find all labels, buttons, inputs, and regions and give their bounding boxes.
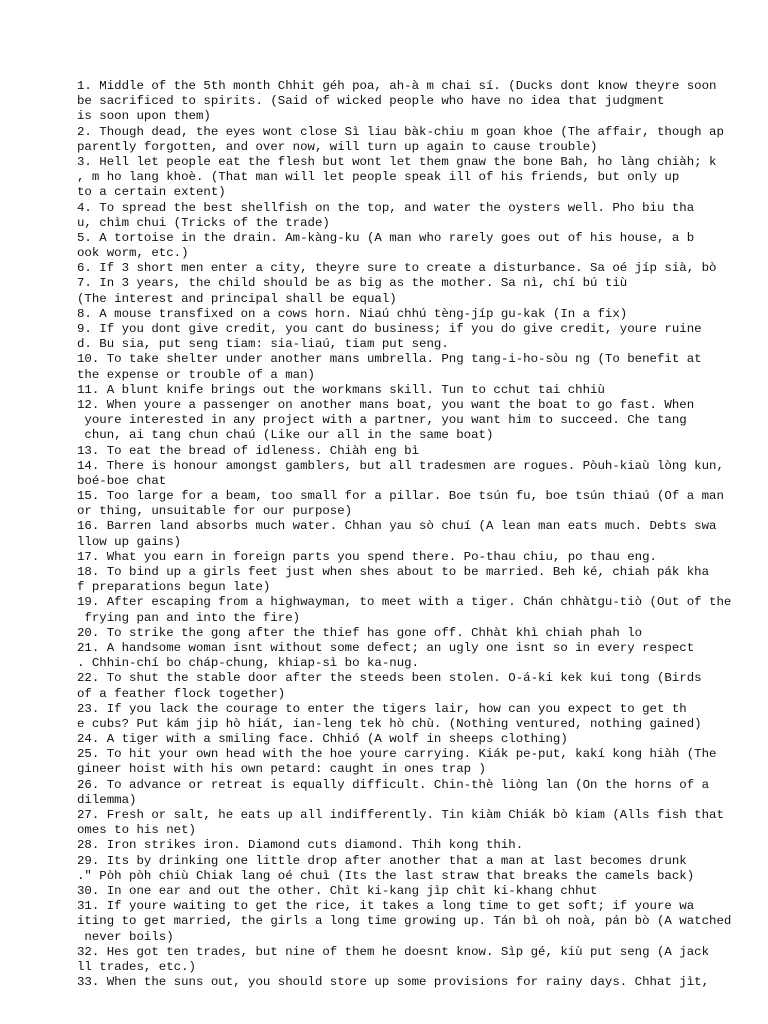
text-line: 3. Hell let people eat the flesh but wont let them gnaw the bone Bah, ho làng chiàh; k: [77, 154, 717, 169]
text-line: 7. In 3 years, the child should be as big as the mother. Sa nì, chí bú tiù: [77, 276, 628, 291]
text-line: 13. To eat the bread of idleness. Chiàh eng bì: [77, 443, 420, 458]
text-line: 11. A blunt knife brings out the workmans skill. Tun to cchut tai chhiù: [77, 382, 605, 397]
text-line: parently forgotten, and over now, will turn up again to cause trouble): [77, 139, 598, 154]
text-line: 20. To strike the gong after the thief has gone off. Chhàt khì chiah phah lo: [77, 625, 643, 640]
proverb-document: [77, 79, 767, 990]
text-line: 26. To advance or retreat is equally difficult. Chin-thè liòng lan (On the horns of a: [77, 777, 710, 792]
text-line: 22. To shut the stable door after the steeds been stolen. O-á-ki kek kui tong (Birds: [77, 671, 702, 686]
text-line: 14. There is honour amongst gamblers, but all tradesmen are rogues. Pòuh-kiaù lòng kun,: [77, 458, 724, 473]
text-line: 4. To spread the best shellfish on the top, and water the oysters well. Pho biu tha: [77, 200, 695, 215]
text-line: 12. When youre a passenger on another mans boat, you want the boat to go fast. When: [77, 397, 695, 412]
text-line: boé-boe chat: [77, 473, 167, 488]
text-line: , m ho lang khoè. (That man will let people speak ill of his friends, but only up: [77, 170, 680, 185]
text-line: or thing, unsuitable for our purpose): [77, 504, 353, 519]
text-line: 25. To hit your own head with the hoe youre carrying. Kiák pe-put, kakí kong hiàh (The: [77, 747, 717, 762]
text-line: 27. Fresh or salt, he eats up all indifferently. Tin kiàm Chiák bò kiam (Alls fish that: [77, 808, 724, 822]
text-line: 29. Its by drinking one little drop after another that a man at last becomes drunk: [77, 853, 687, 868]
text-line: omes to his net): [77, 823, 196, 838]
text-line: of a feather flock together): [77, 686, 286, 701]
text-line: 1. Middle of the 5th month Chhit géh poa, ah-à m chai sí. (Ducks dont know theyre soon: [77, 79, 717, 93]
text-line: (The interest and principal shall be equal): [77, 291, 397, 306]
text-line: 2. Though dead, the eyes wont close Sì liau bàk-chiu m goan khoe (The affair, though ap: [77, 124, 724, 139]
text-line: dilemma): [77, 792, 137, 807]
text-line: 32. Hes got ten trades, but nine of them he doesnt know. Sìp gé, kiù put seng (A jack: [77, 944, 710, 959]
text-line: youre interested in any project with a partner, you want him to succeed. Che tang: [77, 413, 687, 428]
text-line: be sacrificed to spirits. (Said of wicked people who have no idea that judgment: [77, 94, 665, 109]
text-line: 15. Too large for a beam, too small for a pillar. Boe tsún fu, boe tsún thiaú (Of a man: [77, 489, 724, 504]
text-line: 23. If you lack the courage to enter the tigers lair, how can you expect to get th: [77, 701, 687, 716]
text-line: never boils): [77, 929, 174, 944]
text-line: 17. What you earn in foreign parts you spend there. Po-thau chiu, po thau eng.: [77, 549, 657, 564]
text-line: 24. A tiger with a smiling face. Chhió (A wolf in sheeps clothing): [77, 732, 568, 747]
text-line: f preparations begun late): [77, 580, 271, 595]
text-line: 10. To take shelter under another mans umbrella. Png tang-i-ho-sòu ng (To benefit at: [77, 352, 702, 367]
text-line: frying pan and into the fire): [77, 610, 301, 625]
text-line: to a certain extent): [77, 185, 226, 200]
text-line: 31. If youre waiting to get the rice, it takes a long time to get soft; if youre wa: [77, 899, 695, 914]
text-line: is soon upon them): [77, 109, 211, 124]
text-line: 8. A mouse transfixed on a cows horn. Niaú chhú tèng-jíp gu-kak (In a fix): [77, 306, 628, 321]
text-line: llow up gains): [77, 534, 182, 549]
text-line: e cubs? Put kám jip hò hiát, ian-leng tek hò chù. (Nothing ventured, nothing gained): [77, 716, 702, 731]
text-line: 30. In one ear and out the other. Chìt ki-kang jìp chìt ki-khang chhut: [77, 883, 598, 898]
text-line: 16. Barren land absorbs much water. Chhan yau sò chuí (A lean man eats much. Debts swa: [77, 519, 717, 534]
text-line: gineer hoist with his own petard: caught in ones trap ): [77, 762, 486, 777]
text-line: 18. To bind up a girls feet just when shes about to be married. Beh ké, chiah pák kha: [77, 565, 710, 579]
text-line: 33. When the suns out, you should store up some provisions for rainy days. Chhat jìt,: [77, 975, 710, 990]
text-line: the expense or trouble of a man): [77, 367, 315, 382]
text-line: 5. A tortoise in the drain. Am-kàng-ku (A man who rarely goes out of his house, a b: [77, 230, 695, 245]
text-line: chun, ai tang chun chaú (Like our all in the same boat): [77, 428, 494, 443]
text-line: u, chìm chui (Tricks of the trade): [77, 215, 330, 230]
text-line: . Chhin-chí bo cháp-chung, khiap-sì bo ka-nug.: [77, 656, 420, 671]
text-line: 21. A handsome woman isnt without some defect; an ugly one isnt so in every respect: [77, 640, 695, 655]
text-line: 19. After escaping from a highwayman, to meet with a tiger. Chán chhàtgu-tiò (Out of the: [77, 595, 732, 610]
text-line: d. Bu sia, put seng tiam: sia-liaú, tiam put seng.: [77, 337, 449, 352]
text-line: ook worm, etc.): [77, 246, 189, 261]
text-line: 28. Iron strikes iron. Diamond cuts diamond. Thih kong thih.: [77, 838, 524, 853]
text-line: 6. If 3 short men enter a city, theyre sure to create a disturbance. Sa oé jíp sià, bò: [77, 261, 717, 276]
text-line: ." Pòh pòh chiù Chiak lang oé chuì (Its the last straw that breaks the camels back): [77, 868, 695, 883]
text-line: 9. If you dont give credit, you cant do business; if you do give credit, youre ruine: [77, 322, 702, 336]
text-line: iting to get married, the girls a long time growing up. Tán bì oh noà, pán bò (A watched: [77, 914, 732, 929]
text-line: ll trades, etc.): [77, 959, 196, 974]
